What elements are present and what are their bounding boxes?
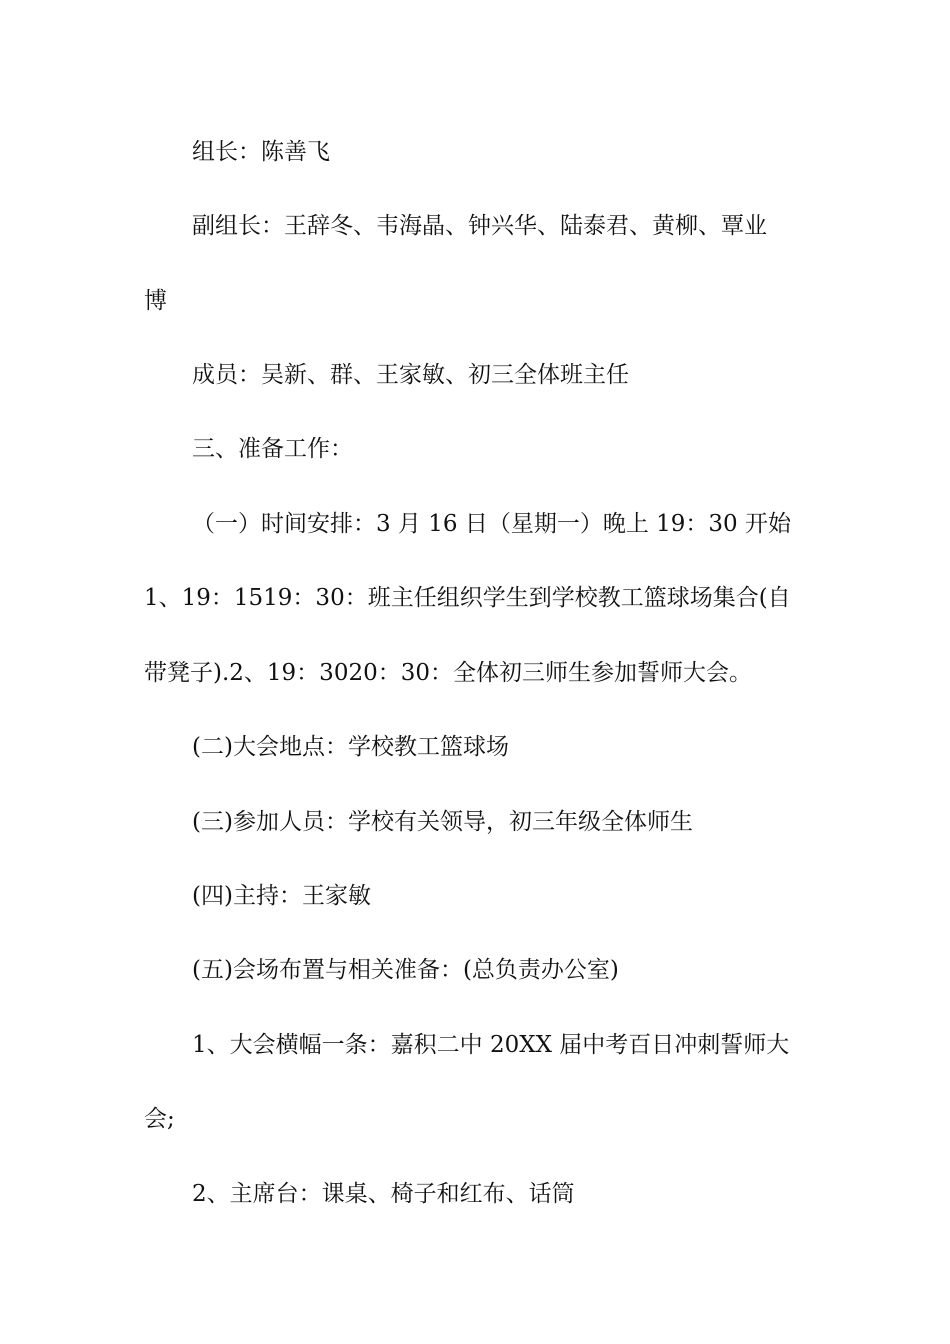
banner-item-continuation: 会; (144, 1106, 175, 1132)
section-heading-preparation: 三、准备工作： (192, 436, 353, 462)
team-leader-line: 组长：陈善飞 (192, 139, 330, 165)
venue-setup-line: (五)会场布置与相关准备：(总负责办公室) (192, 957, 619, 983)
venue-line: (二)大会地点：学校教工篮球场 (192, 734, 509, 760)
deputy-leaders-line: 副组长：王辞冬、韦海晶、钟兴华、陆泰君、黄柳、覃业 (192, 213, 767, 239)
banner-item: 1、大会横幅一条：嘉积二中 20XX 届中考百日冲刺誓师大 (192, 1032, 790, 1058)
schedule-item-1: 1、19：1519：30：班主任组织学生到学校教工篮球场集合(自 (144, 585, 791, 611)
host-line: (四)主持：王家敏 (192, 883, 371, 909)
schedule-line: （一）时间安排：3 月 16 日（星期一）晚上 19：30 开始 (192, 511, 791, 537)
podium-item: 2、主席台：课桌、椅子和红布、话筒 (192, 1181, 575, 1207)
schedule-item-1-continuation: 带凳子).2、19：3020：30：全体初三师生参加誓师大会。 (144, 660, 752, 686)
members-line: 成员：吴新、群、王家敏、初三全体班主任 (192, 362, 629, 388)
deputy-leaders-continuation: 博 (144, 288, 167, 314)
participants-line: (三)参加人员：学校有关领导，初三年级全体师生 (192, 809, 693, 835)
